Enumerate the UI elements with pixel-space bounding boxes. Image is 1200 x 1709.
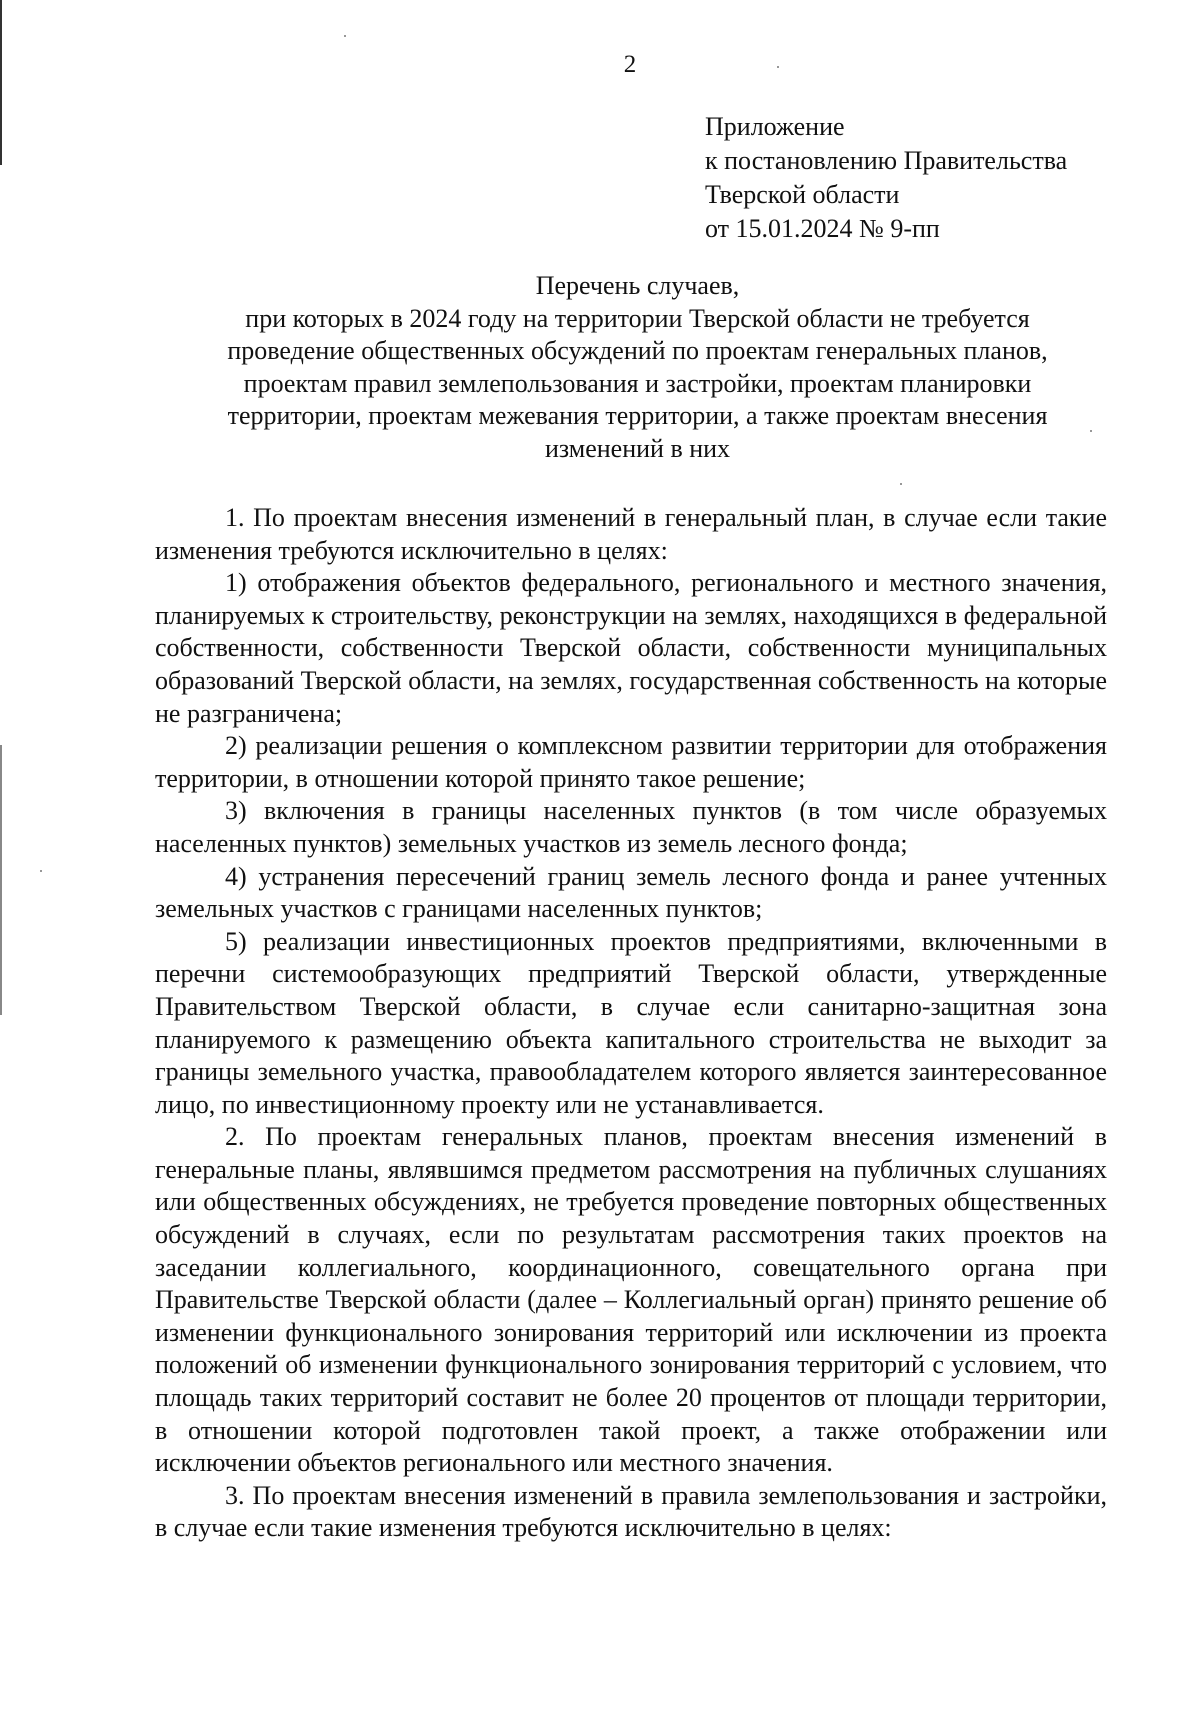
scan-edge-mark [0, 0, 2, 165]
paragraph-item-1: 1. По проектам внесения изменений в генеральный план, в случае если такие изменения требуются исключительно в целях: [155, 503, 1107, 565]
appendix-date-number: от 15.01.2024 № 9-пп [705, 214, 940, 243]
subitem-1-5: 5) реализации инвестиционных проектов предприятиями, включенными в перечни системообразующих предприятий Тверской области, утвержденные Правительством Тверской области, в случае если санитарно-защитная зона планируемого к размещению объекта капитального строительства не выходит за границы земельного участка, правообладателем которого является заинтересованное лицо, по инвестиционному проекту или не устанавливается. [155, 926, 1107, 1119]
paragraph-item-2: 2. По проектам генеральных планов, проектам внесения изменений в генеральные планы, являвшимся предметом рассмотрения на публичных слушаниях или общественных обсуждениях, не требуется проведение повторных общественных обсуждений в случаях, если по результатам рассмотрения таких проектов на заседании коллегиального, координационного, совещательного органа при Правительстве Тверской области (далее – Коллегиальный орган) принято решение об изменении функционального зонирования территорий или исключении из проекта положений об изменении функционального зонирования территорий с условием, что площадь таких территорий составит не более 20 процентов от площади территории, в отношении которой подготовлен такой проект, а также отображении или исключении объектов регионального или местного значения. [155, 1122, 1107, 1478]
subitem-1-1: 1) отображения объектов федерального, регионального и местного значения, планируемых к строительству, реконструкции на землях, находящихся в федеральной собственности, собственности Тверской области, собственности муниципальных образований Тверской области, на землях, государственная собственность на которые не разграничена; [155, 568, 1107, 728]
scan-edge-mark [0, 745, 2, 1015]
title-line: Перечень случаев, [535, 271, 740, 300]
title-line: проектам правил землепользования и застройки, проектам планировки [243, 368, 1032, 398]
appendix-line: Приложение [705, 112, 845, 141]
scan-speck [40, 870, 42, 872]
subitem-1-4: 4) устранения пересечений границ земель лесного фонда и ранее учтенных земельных участков с границами населенных пунктов; [155, 861, 1107, 924]
page-number: 2 [623, 51, 637, 78]
title-line: проведение общественных обсуждений по проектам генеральных планов, [227, 336, 1048, 366]
scan-speck [344, 35, 346, 37]
scan-speck [900, 483, 902, 485]
document-title [160, 270, 1115, 466]
subitem-1-3: 3) включения в границы населенных пунктов (в том числе образуемых населенных пунктов) земельных участков из земель лесного фонда; [155, 796, 1107, 858]
appendix-line: к постановлению Правительства [705, 146, 1068, 175]
title-line: изменений в них [544, 433, 731, 463]
appendix-line: Тверской области [705, 180, 900, 209]
appendix-header [705, 110, 1067, 246]
subitem-1-2: 2) реализации решения о комплексном развитии территории для отображения территории, в отношении которой принято такое решение; [155, 731, 1107, 793]
document-body [155, 502, 1107, 1545]
title-line: территории, проектам межевания территории, а также проектам внесения [227, 401, 1048, 431]
title-line: при которых в 2024 году на территории Тверской области не требуется [245, 303, 1030, 333]
paragraph-item-3: 3. По проектам внесения изменений в правила землепользования и застройки, в случае если такие изменения требуются исключительно в целях: [155, 1480, 1107, 1543]
